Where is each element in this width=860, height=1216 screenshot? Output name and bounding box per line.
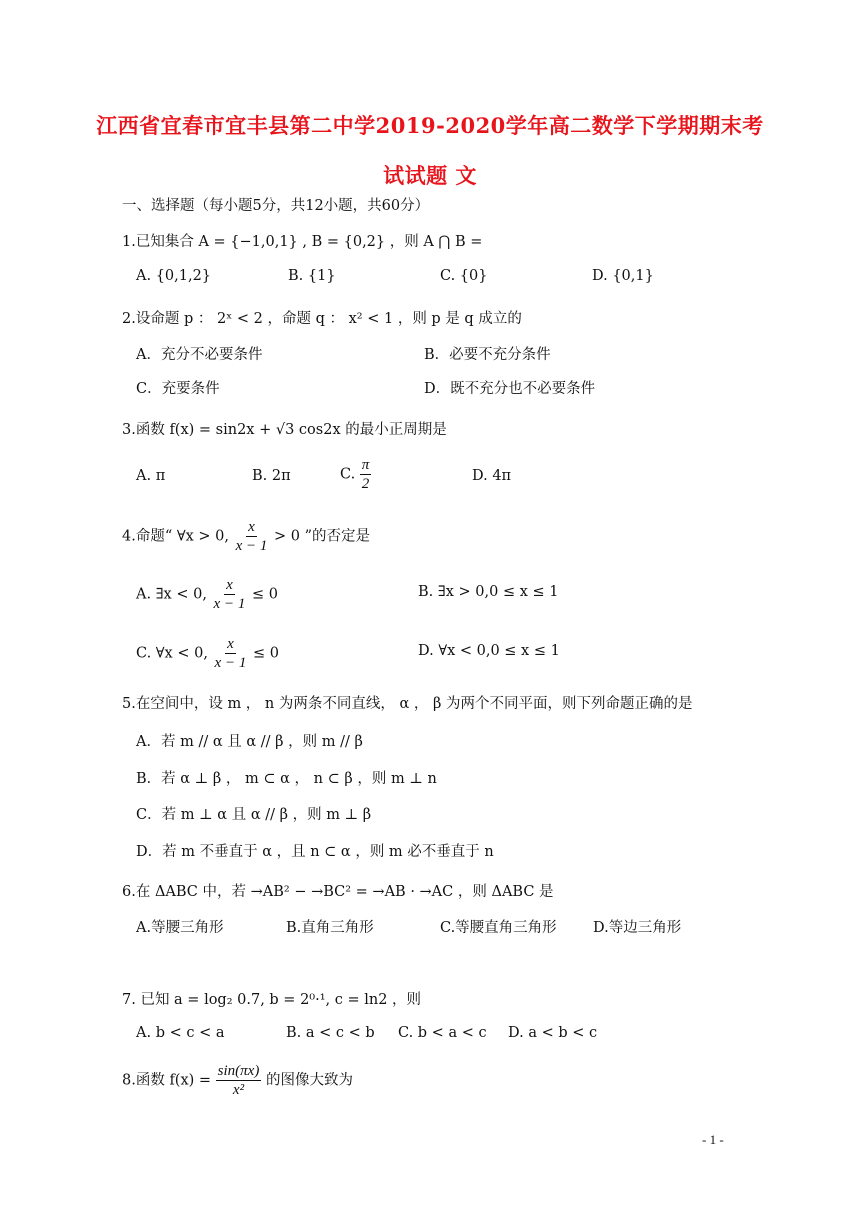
question-3-option-d: D. 4π [472, 468, 512, 484]
document-title-line1: 江西省宜春市宜丰县第二中学2019-2020学年高二数学下学期期末考 [96, 113, 764, 138]
question-4-option-b: B. ∃x > 0,0 ≤ x ≤ 1 [418, 584, 559, 600]
fraction-denominator: x − 1 [214, 655, 247, 671]
question-4-option-c-fraction [213, 635, 249, 672]
question-3-option-c [340, 456, 371, 493]
question-4-option-a-pre: A. ∃x < 0, [136, 586, 207, 603]
fraction-denominator: 2 [361, 476, 370, 492]
question-5-option-d: D．若 m 不垂直于 α ，且 n ⊂ α ，则 m 必不垂直于 n [136, 844, 494, 860]
fraction-numerator: sin(πx) [217, 1063, 260, 1079]
question-4-stem [122, 518, 370, 555]
question-6-option-a: A.等腰三角形 [136, 920, 224, 936]
question-7-option-b: B. a < c < b [286, 1025, 375, 1041]
question-3-option-c-label: C. [340, 466, 356, 483]
question-4-option-d: D. ∀x < 0,0 ≤ x ≤ 1 [418, 643, 560, 659]
fraction-numerator: x [248, 519, 255, 535]
question-7-option-c: C. b < a < c [398, 1025, 487, 1041]
question-2-option-b: B．必要不充分条件 [424, 347, 551, 363]
question-7-stem: 7. 已知 a = log₂ 0.7, b = 2⁰·¹, c = ln2 ，则 [122, 992, 422, 1008]
question-2-stem: 2.设命题 p ： 2ˣ < 2 ，命题 q ： x² < 1 ，则 p 是 q 成立的 [122, 311, 522, 327]
fraction-numerator: x [227, 636, 234, 652]
question-7-option-d: D. a < b < c [508, 1025, 598, 1041]
fraction-numerator: π [361, 457, 370, 473]
question-1-option-a: A. {0,1,2} [136, 268, 212, 284]
document-title-line2: 试试题 文 [383, 163, 477, 188]
question-5-option-a: A．若 m // α 且 α // β ，则 m // β [136, 734, 363, 750]
question-8-stem-fraction [216, 1062, 262, 1099]
question-6-option-b: B.直角三角形 [286, 920, 374, 936]
fraction-denominator: x − 1 [235, 538, 268, 554]
question-4-stem-post: > 0 ”的否定是 [274, 528, 371, 545]
question-4-option-a [136, 576, 278, 613]
section-heading: 一、选择题（每小题5分，共12小题，共60分） [122, 198, 430, 214]
question-3-option-b: B. 2π [252, 468, 291, 484]
question-5-stem: 5.在空间中，设 m ， n 为两条不同直线， α ， β 为两个不同平面，则下列命题正确的是 [122, 696, 693, 712]
question-3-stem: 3.函数 f(x) = sin2x + √3 cos2x 的最小正周期是 [122, 422, 447, 438]
question-4-option-a-fraction [212, 576, 248, 613]
fraction-denominator: x − 1 [213, 596, 246, 612]
question-1-option-d: D. {0,1} [592, 268, 654, 284]
question-7-option-a: A. b < c < a [136, 1025, 225, 1041]
question-2-option-a: A．充分不必要条件 [136, 347, 263, 363]
question-1-option-b: B. {1} [288, 268, 336, 284]
question-4-stem-pre: 4.命题“ ∀x > 0, [122, 528, 229, 545]
fraction-denominator: x² [232, 1082, 245, 1098]
page-number: - 1 - [702, 1132, 724, 1147]
question-2-option-c: C．充要条件 [136, 381, 220, 397]
question-3-option-c-fraction [360, 456, 372, 493]
question-4-stem-fraction [234, 518, 270, 555]
question-6-stem: 6.在 ΔABC 中，若 →AB² − →BC² = →AB · →AC ，则 ΔABC 是 [122, 884, 554, 900]
question-6-option-d: D.等边三角形 [593, 920, 682, 936]
fraction-numerator: x [226, 577, 233, 593]
question-5-option-b: B．若 α ⊥ β ， m ⊂ α ， n ⊂ β ，则 m ⊥ n [136, 771, 437, 787]
question-3-option-a: A. π [136, 468, 166, 484]
question-2-option-d: D．既不充分也不必要条件 [424, 381, 596, 397]
question-4-option-a-post: ≤ 0 [251, 586, 278, 603]
question-1-stem: 1.已知集合 A = {−1,0,1} , B = {0,2} ，则 A ⋂ B = [122, 234, 483, 250]
question-8-stem-post: 的图像大致为 [265, 1072, 353, 1089]
question-4-option-c-post: ≤ 0 [252, 645, 279, 662]
question-8-stem [122, 1062, 353, 1099]
question-8-stem-pre: 8.函数 f(x) = [122, 1072, 212, 1089]
question-5-option-c: C．若 m ⊥ α 且 α // β ，则 m ⊥ β [136, 807, 372, 823]
question-4-option-c-pre: C. ∀x < 0, [136, 645, 208, 662]
question-4-option-c [136, 635, 279, 672]
question-1-option-c: C. {0} [440, 268, 488, 284]
question-6-option-c: C.等腰直角三角形 [440, 920, 557, 936]
